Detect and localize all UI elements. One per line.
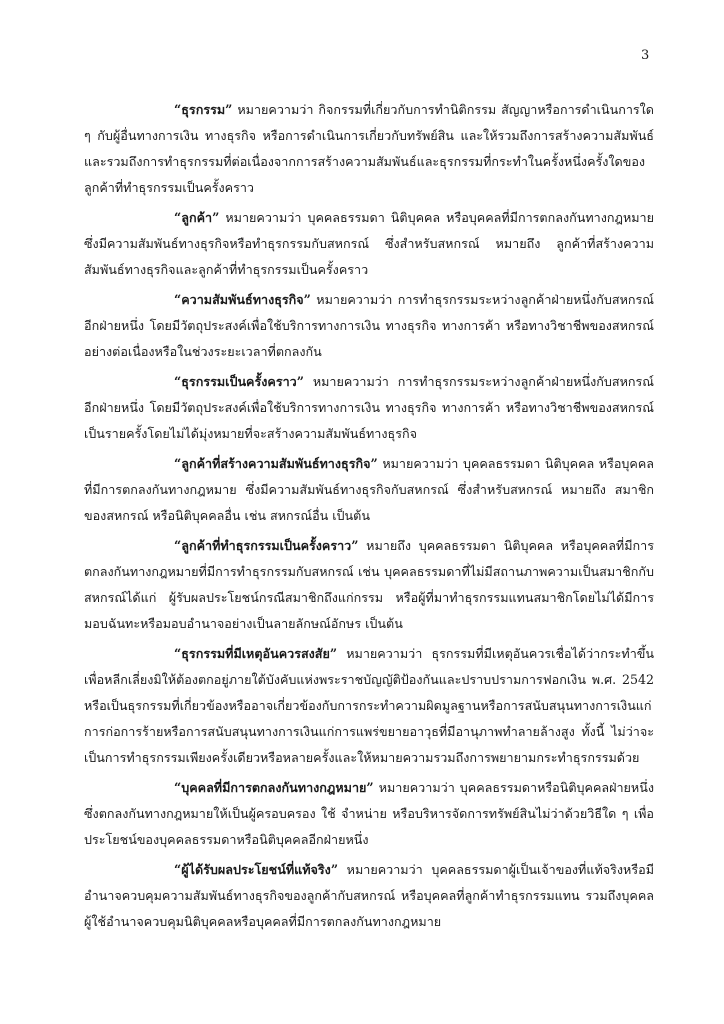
definition-paragraph [84,97,654,201]
definition-term: “ลูกค้าที่ทำธุรกรรมเป็นครั้งคราว” [174,538,359,553]
definition-paragraph [84,857,654,935]
definition-paragraph [84,533,654,637]
definitions-section [84,97,654,939]
definition-text: หมายความว่า บุคคลธรรมดาผู้เป็นเจ้าของที่แท้จริงหรือมีอำนาจควบคุมความสัมพันธ์ทางธุรกิจของลูกค้ากับสหกรณ์ หรือบุคคลที่ลูกค้าทำธุรกรรมแทน รวมถึงบุคคลผู้ใช้อำนาจควบคุมนิติบุคคลหรือบุคคลที่มีการตกลงกันทางกฎหมาย [84,862,654,929]
definition-text: หมายความว่า บุคคลธรรมดา นิติบุคคล หรือบุคคลที่มีการตกลงกันทางกฎหมาย ซึ่งมีความสัมพันธ์ทางธุรกิจหรือทำธุรกรรมกับสหกรณ์ ซึ่งสำหรับสหกรณ์ หมายถึง ลูกค้าที่สร้างความสัมพันธ์ทางธุรกิจและลูกค้าที่ทำธุรกรรมเป็นครั้งคราว [84,210,654,277]
definition-paragraph [84,369,654,447]
definition-text: หมายความว่า การทำธุรกรรมระหว่างลูกค้าฝ่ายหนึ่งกับสหกรณ์อีกฝ่ายหนึ่ง โดยมีวัตถุประสงค์เพื่อใช้บริการทางการเงิน ทางธุรกิจ ทางการค้า หรือทางวิชาชีพของสหกรณ์เป็นรายครั้งโดยไม่ได้มุ่งหมายที่จะสร้างความสัมพันธ์ทางธุรกิจ [84,374,654,441]
definition-term: “ธุรกรรมเป็นครั้งคราว” [174,374,304,389]
definition-term: “ลูกค้าที่สร้างความสัมพันธ์ทางธุรกิจ” [174,456,378,471]
page-number: 3 [641,48,650,63]
definition-text: หมายความว่า บุคคลธรรมดา นิติบุคคล หรือบุคคลที่มีการตกลงกันทางกฎหมาย ซึ่งมีความสัมพันธ์ทางธุรกิจกับสหกรณ์ ซึ่งสำหรับสหกรณ์ หมายถึง สมาชิกของสหกรณ์ หรือนิติบุคคลอื่น เช่น สหกรณ์อื่น เป็นต้น [84,456,654,523]
definition-term: “ธุรกรรมที่มีเหตุอันควรสงสัย” [174,646,338,661]
definition-text: หมายถึง บุคคลธรรมดา นิติบุคคล หรือบุคคลที่มีการตกลงกันทางกฎหมายที่มีการทำธุรกรรมกับสหกรณ์ เช่น บุคคลธรรมดาที่ไม่มีสถานภาพความเป็นสมาชิกกับสหกรณ์ได้แก่ ผู้รับผลประโยชน์กรณีสมาชิกถึงแก่กรรม หรือผู้ที่มาทำธุรกรรมแทนสมาชิกโดยไม่ได้มีการมอบฉันทะหรือมอบอำนาจอย่างเป็นลายลักษณ์อักษร เป็นต้น [84,538,654,631]
definition-text: หมายความว่า ธุรกรรมที่มีเหตุอันควรเชื่อได้ว่ากระทำขึ้นเพื่อหลีกเลี่ยงมิให้ต้องตกอยู่ภายใต้บังคับแห่งพระราชบัญญัติป้องกันและปราบปรามการฟอกเงิน พ.ศ. 2542 หรือเป็นธุรกรรมที่เกี่ยวข้องหรืออาจเกี่ยวข้องกับการกระทำความผิดมูลฐานหรือการสนับสนุนทางการเงินแก่การก่อการร้ายหรือการสนับสนุนทางการเงินแก่การแพร่ขยายอาวุธที่มีอานุภาพทำลายล้างสูง ทั้งนี้ ไม่ว่าจะเป็นการทำธุรกรรมเพียงครั้งเดียวหรือหลายครั้งและให้หมายความรวมถึงการพยายามกระทำธุรกรรมด้วย [84,646,654,765]
definition-term: “ผู้ได้รับผลประโยชน์ที่แท้จริง” [174,862,339,877]
definition-paragraph [84,641,654,771]
definition-term: “บุคคลที่มีการตกลงกันทางกฎหมาย” [174,780,374,795]
definition-text: หมายความว่า การทำธุรกรรมระหว่างลูกค้าฝ่ายหนึ่งกับสหกรณ์อีกฝ่ายหนึ่ง โดยมีวัตถุประสงค์เพื่อใช้บริการทางการเงิน ทางธุรกิจ ทางการค้า หรือทางวิชาชีพของสหกรณ์อย่างต่อเนื่องหรือในช่วงระยะเวลาที่ตกลงกัน [84,292,654,359]
definition-text: หมายความว่า กิจกรรมที่เกี่ยวกับการทำนิติกรรม สัญญาหรือการดำเนินการใด ๆ กับผู้อื่นทางการเงิน ทางธุรกิจ หรือการดำเนินการเกี่ยวกับทรัพย์สิน และให้รวมถึงการสร้างความสัมพันธ์ และรวมถึงการทำธุรกรรมที่ต่อเนื่องจากการสร้างความสัมพันธ์และธุรกรรมที่กระทำในครั้งหนึ่งครั้งใดของลูกค้าที่ทำธุรกรรมเป็นครั้งคราว [84,102,654,195]
definition-text: หมายความว่า บุคคลธรรมดาหรือนิติบุคคลฝ่ายหนึ่งซึ่งตกลงกันทางกฎหมายให้เป็นผู้ครอบครอง ใช้ จำหน่าย หรือบริหารจัดการทรัพย์สินไม่ว่าด้วยวิธีใด ๆ เพื่อประโยชน์ของบุคคลธรรมดาหรือนิติบุคคลอีกฝ่ายหนึ่ง [84,780,654,847]
definition-paragraph [84,287,654,365]
definition-term: “ความสัมพันธ์ทางธุรกิจ” [174,292,311,307]
definition-paragraph [84,775,654,853]
definition-term: “ธุรกรรม” [174,102,233,117]
definition-paragraph [84,205,654,283]
definition-paragraph [84,451,654,529]
definition-term: “ลูกค้า” [174,210,220,225]
